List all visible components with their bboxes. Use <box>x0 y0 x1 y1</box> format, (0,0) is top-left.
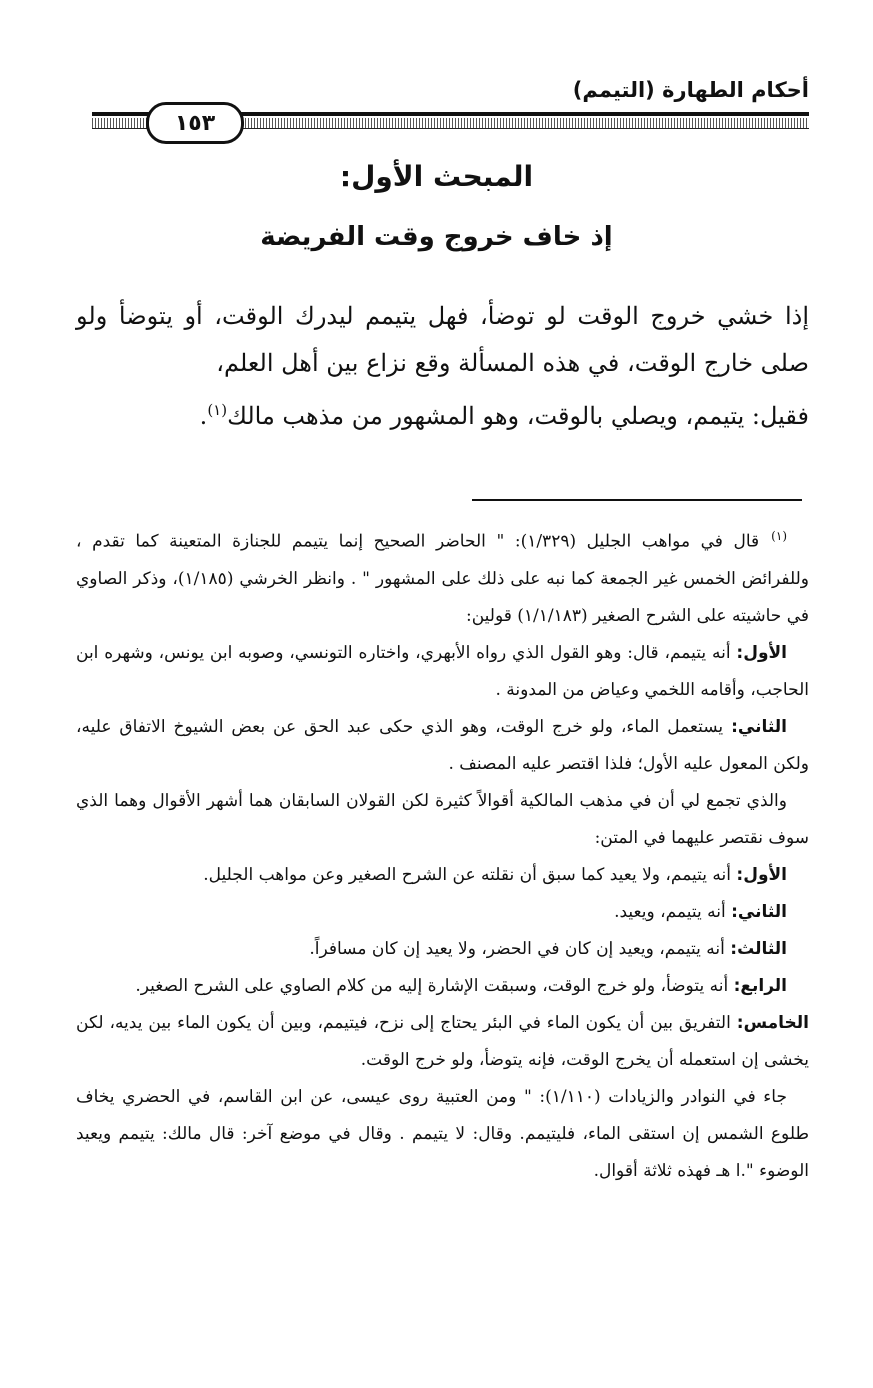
footnote-paragraph <box>76 635 809 709</box>
footnote-label: الخامس: <box>736 1012 809 1033</box>
footnote-text: أنه يتيمم، ولا يعيد كما سبق أن نقلته عن الشرح الصغير وعن مواهب الجليل. <box>203 864 737 885</box>
footnote-number: (١) <box>771 529 787 543</box>
footnote-paragraph <box>76 1005 809 1079</box>
footnote-paragraph <box>76 894 809 931</box>
footnotes <box>76 518 809 1190</box>
footnote-label: الثاني: <box>731 901 787 922</box>
footnote-label: الثالث: <box>730 938 787 959</box>
footnote-paragraph: والذي تجمع لي أن في مذهب المالكية أقوالاً كثيرة لكن القولان السابقان هما أشهر الأقوال وهما الذي سوف نقتصر عليهما في المتن: <box>76 790 809 848</box>
footnote-label: الثاني: <box>731 716 787 737</box>
body-paragraph <box>76 387 809 440</box>
footnote-separator <box>472 499 802 501</box>
footnote-label: الأول: <box>736 864 787 885</box>
footnote-paragraph <box>76 968 809 1005</box>
footnote-label: الرابع: <box>733 975 787 996</box>
footnote-text: أنه يتيمم، قال: وهو القول الذي رواه الأبهري، واختاره التونسي، وصوبه ابن يونس، وشهره ابن الحاجب، وأقامه اللخمي وعياض من المدونة . <box>76 642 809 700</box>
footnote-paragraph: جاء في النوادر والزيادات (١/١١٠): " ومن العتبية روى عيسى، عن ابن القاسم، في الحضري يخاف طلوع الشمس إن استقى الماء، فليتيمم. وقال: لا يتيمم . وقال في موضع آخر: قال مالك: يتيمم ويعيد الوضوء ".ا هـ فهذه ثلاثة أقوال. <box>76 1086 809 1181</box>
footnote-text: أنه يتوضأ، ولو خرج الوقت، وسبقت الإشارة إليه من كلام الصاوي على الشرح الصغير. <box>135 975 734 996</box>
footnote-text: قال في مواهب الجليل (١/٣٢٩): " الحاضر الصحيح إنما يتيمم للجنازة المتعينة كما تقدم ، وللفرائض الخمس غير الجمعة كما نبه على ذلك على المشهور " . وانظر الخرشي (١/١٨٥)، وذكر الصاوي في حاشيته على الشرح الصغير (١/١/١٨٣) قولين: <box>76 531 809 626</box>
page-number: ١٥٣ <box>146 102 244 144</box>
footnote-paragraph <box>76 857 809 894</box>
footnote-text: التفريق بين أن يكون الماء في البئر يحتاج إلى نزح، فيتيمم، وبين أن يكون الماء بين يديه، لكن يخشى إن استعمله أن يخرج الوقت، فإنه يتوضأ، ولو خرج الوقت. <box>76 1012 809 1070</box>
section-subtitle: إذ خاف خروج وقت الفريضة <box>260 222 613 252</box>
footnote-label: الأول: <box>736 642 787 663</box>
sentence-end: . <box>199 402 208 430</box>
main-text <box>76 293 809 440</box>
footnote-paragraph <box>76 518 809 635</box>
body-paragraph: إذا خشي خروج الوقت لو توضأ، فهل يتيمم ليدرك الوقت، أو يتوضأ ولو صلى خارج الوقت، في هذه المسألة وقع نزاع بين أهل العلم، <box>76 302 809 377</box>
footnote-paragraph <box>76 709 809 783</box>
footnote-paragraph <box>76 931 809 968</box>
running-title: أحكام الطهارة (التيمم) <box>572 78 809 102</box>
footnote-text: يستعمل الماء، ولو خرج الوقت، وهو الذي حكى عبد الحق عن بعض الشيوخ الاتفاق عليه، ولكن المعول عليه الأول؛ فلذا اقتصر عليه المصنف . <box>76 716 809 774</box>
body-sentence: فقيل: يتيمم، ويصلي بالوقت، وهو المشهور من مذهب مالك <box>227 402 809 430</box>
footnote-reference[interactable]: (١) <box>207 401 228 419</box>
section-title: المبحث الأول: <box>339 160 534 193</box>
footnote-text: أنه يتيمم، ويعيد. <box>614 901 732 922</box>
footnote-text: أنه يتيمم، ويعيد إن كان في الحضر، ولا يعيد إن كان مسافراً. <box>309 938 731 959</box>
